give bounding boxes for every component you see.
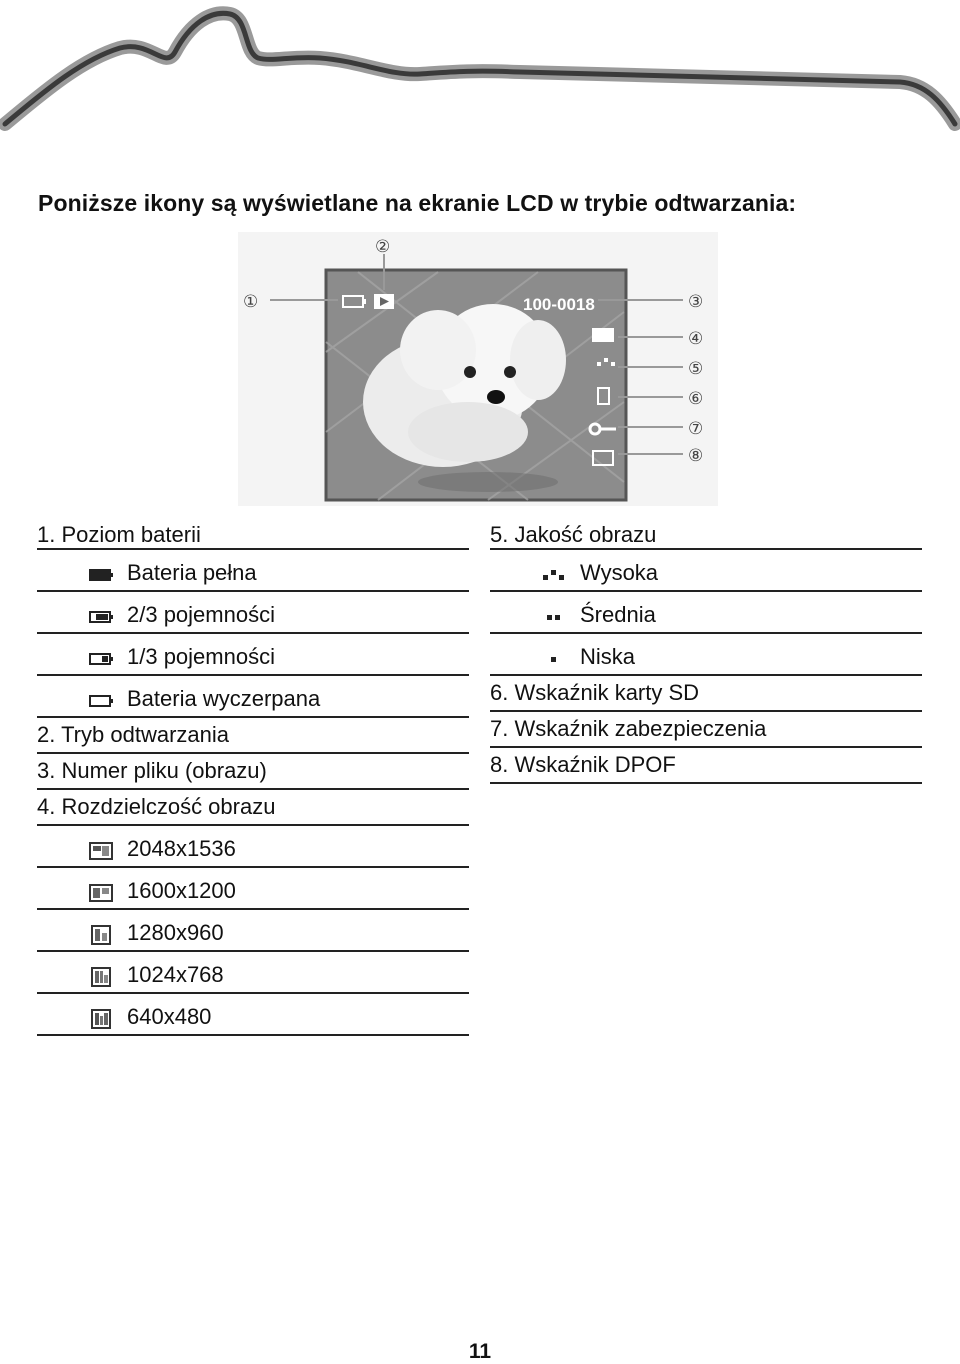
callout-8: ⑧ — [688, 446, 704, 466]
callout-1: ① — [243, 292, 259, 312]
resolution-640-icon — [83, 1008, 119, 1030]
resolution-2048-icon — [83, 840, 119, 862]
resolution-1280-label: 1280x960 — [127, 920, 224, 945]
section-battery-level: 1. Poziom baterii — [37, 519, 469, 550]
battery-one-third-icon — [83, 648, 119, 670]
section-sd-card-indicator: 6. Wskaźnik karty SD — [490, 676, 922, 712]
quality-high-label: Wysoka — [580, 560, 659, 585]
battery-two-thirds-icon — [83, 606, 119, 628]
callout-7: ⑦ — [688, 419, 704, 439]
resolution-2048-label: 2048x1536 — [127, 836, 236, 861]
list-item — [37, 952, 469, 994]
list-item — [37, 826, 469, 868]
list-item — [37, 868, 469, 910]
list-item — [37, 592, 469, 634]
quality-medium-icon — [536, 606, 572, 628]
list-item — [37, 550, 469, 592]
callout-4: ④ — [688, 329, 704, 349]
callout-2: ② — [375, 237, 391, 257]
right-legend-column — [490, 519, 922, 784]
resolution-1024-label: 1024x768 — [127, 962, 224, 987]
section-file-number: 3. Numer pliku (obrazu) — [37, 754, 469, 790]
list-item — [37, 676, 469, 718]
lcd-playback-illustration — [238, 232, 718, 506]
callout-5: ⑤ — [688, 359, 704, 379]
section-dpof-indicator: 8. Wskaźnik DPOF — [490, 748, 922, 784]
section-resolution: 4. Rozdzielczość obrazu — [37, 790, 469, 826]
callout-6: ⑥ — [688, 389, 704, 409]
battery-two-thirds-label: 2/3 pojemności — [127, 602, 275, 627]
list-item — [490, 634, 922, 676]
quality-high-icon — [536, 564, 572, 586]
list-item — [37, 994, 469, 1036]
header-swoosh-graphic — [0, 0, 960, 140]
section-playback-mode: 2. Tryb odtwarzania — [37, 718, 469, 754]
quality-medium-label: Średnia — [580, 602, 656, 627]
lcd-screen-diagram — [238, 232, 718, 506]
section-image-quality: 5. Jakość obrazu — [490, 519, 922, 550]
list-item — [37, 634, 469, 676]
left-legend-column — [37, 519, 469, 1036]
callout-3: ③ — [688, 292, 704, 312]
page-heading: Poniższe ikony są wyświetlane na ekranie LCD w trybie odtwarzania: — [38, 190, 797, 216]
list-item — [37, 910, 469, 952]
battery-full-label: Bateria pełna — [127, 560, 257, 585]
quality-low-label: Niska — [580, 644, 636, 669]
resolution-1280-icon — [83, 924, 119, 946]
battery-empty-icon — [83, 690, 119, 712]
battery-full-icon — [83, 564, 119, 586]
page-number: 11 — [468, 1340, 492, 1363]
resolution-1600-label: 1600x1200 — [127, 878, 236, 903]
list-item — [490, 550, 922, 592]
resolution-1024-icon — [83, 966, 119, 988]
quality-low-icon — [536, 648, 572, 670]
resolution-640-label: 640x480 — [127, 1004, 212, 1029]
battery-one-third-label: 1/3 pojemności — [127, 644, 275, 669]
battery-empty-label: Bateria wyczerpana — [127, 686, 321, 711]
lcd-file-number: 100-0018 — [523, 295, 595, 314]
list-item — [490, 592, 922, 634]
resolution-1600-icon — [83, 882, 119, 904]
section-protection-indicator: 7. Wskaźnik zabezpieczenia — [490, 712, 922, 748]
